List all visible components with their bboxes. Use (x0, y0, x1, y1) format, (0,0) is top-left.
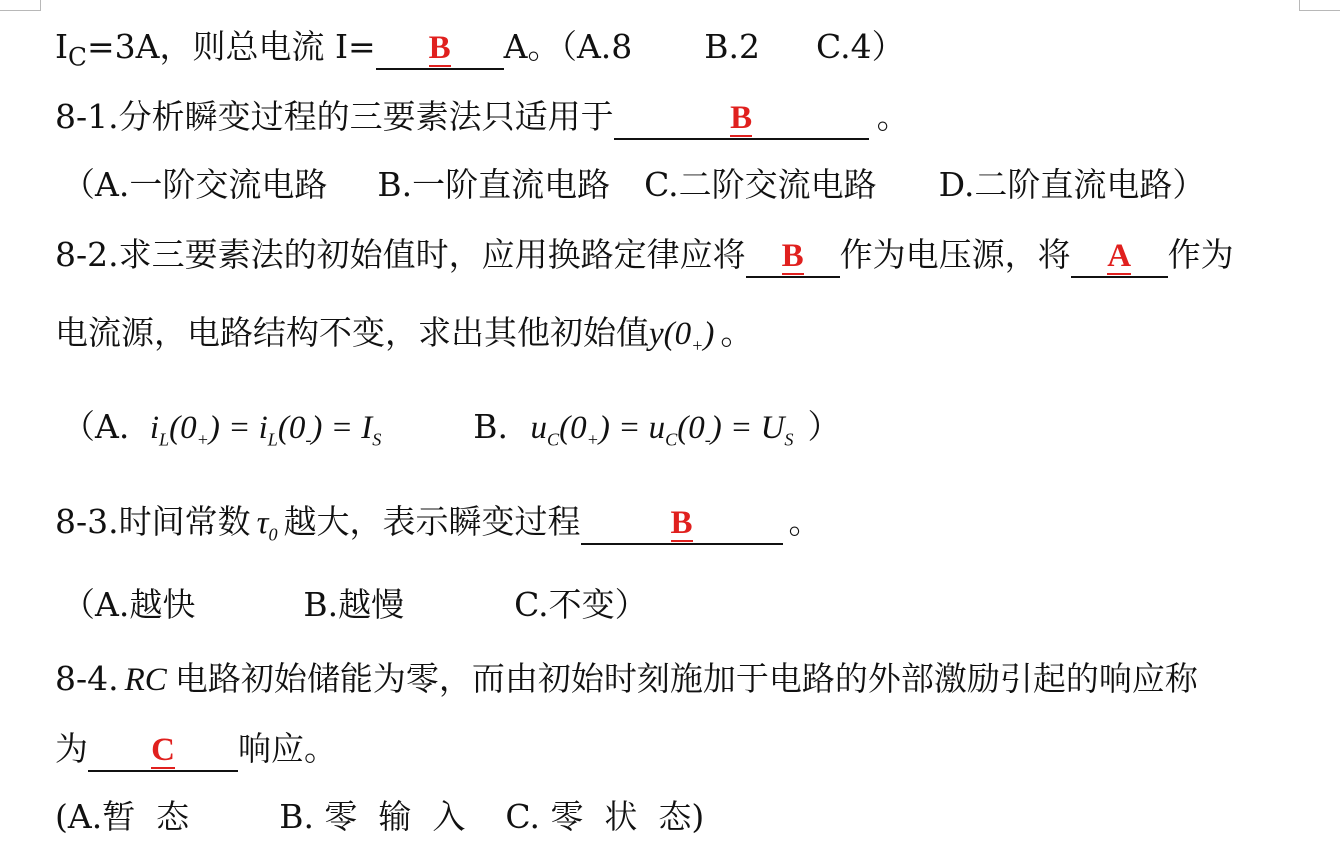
q8-1-option-a: （A.一阶交流电路 (62, 165, 328, 204)
q8-1-stem: 8-1.分析瞬变过程的三要素法只适用于 (55, 97, 614, 136)
q8-3-tau-subscript: 0 (268, 524, 278, 545)
q8-4-option-a: (A.暂 态 (55, 797, 190, 836)
q8-4-line2 (55, 729, 337, 772)
q8-4-option-c: C. 零 状 态) (505, 797, 705, 836)
q8-3-stem2: 越大，表示瞬变过程 (283, 502, 581, 541)
q8-2-answer1: B (781, 238, 804, 274)
q8-3-option-b: B.越慢 (303, 585, 405, 624)
q8-4-rc: RC (124, 662, 167, 698)
q7-suffix: A。（A.8 (503, 27, 633, 66)
q8-2-stem-line (55, 235, 1234, 278)
q7-answer-blank (376, 30, 504, 70)
q7-option-c: C.4） (816, 27, 905, 66)
q8-2-tail: 作为 (1167, 235, 1234, 274)
q8-2-y-expression: y(0 (649, 316, 692, 352)
q8-2-option-b-label: B. (473, 407, 509, 446)
q7-prefix-symbol: I (55, 27, 69, 66)
q8-4-answer: C (151, 732, 175, 768)
q8-3-options-line (62, 585, 648, 624)
q8-4-stem: 电路初始储能为零，而由初始时刻施加于电路的外部激励引起的响应称 (174, 659, 1198, 698)
q8-2-y-subscript: + (691, 335, 704, 356)
q8-4-answer-blank (88, 732, 238, 772)
q8-2-option-b-close: ） (807, 407, 841, 446)
q8-3-stem: 8-3.时间常数 (55, 502, 251, 541)
q8-4-line2-post: 响应。 (238, 729, 337, 768)
q7-prefix-subscript: C (68, 42, 87, 72)
q8-3-option-c: C.不变） (514, 585, 648, 624)
q7-prefix-text: =3A，则总电流 I= (86, 27, 376, 66)
q8-1-option-d: D.二阶直流电路） (938, 165, 1206, 204)
q8-3-stem-line (55, 502, 822, 545)
q8-2-stem: 8-2.求三要素法的初始值时，应用换路定律应将 (55, 235, 746, 274)
page-corner-mark-left (0, 0, 41, 11)
q8-4-option-b: B. 零 输 入 (279, 797, 466, 836)
q8-2-y-close: ) (703, 316, 715, 352)
q8-3-option-a: （A.越快 (62, 585, 196, 624)
q8-2-answer2-blank (1071, 238, 1168, 278)
q8-3-end: 。 (788, 502, 822, 541)
q7-option-b: B.2 (704, 27, 761, 66)
q8-1-answer-blank (614, 100, 869, 140)
q8-2-answer1-blank (746, 238, 840, 278)
q8-2-answer2: A (1107, 238, 1132, 274)
q8-1-end: 。 (876, 97, 910, 136)
q8-1-options-line (62, 165, 1206, 204)
q8-3-tau: τ (256, 505, 269, 541)
q8-2-option-a-label: （A. (62, 407, 130, 446)
q8-2-mid: 作为电压源，将 (839, 235, 1071, 274)
q8-2-line2 (55, 313, 754, 356)
q8-1-answer: B (730, 100, 753, 136)
q8-1-option-c: C.二阶交流电路 (644, 165, 877, 204)
q8-4-stem-line (55, 659, 1198, 698)
q8-3-answer: B (670, 505, 693, 541)
q8-3-answer-blank (581, 505, 783, 545)
q8-1-option-b: B.一阶直流电路 (377, 165, 611, 204)
q8-1-stem-line (55, 97, 910, 140)
q8-2-option-a-formula: $i_L(0_+) = i_L(0_-) = I_S$ (149, 410, 382, 450)
q8-2-options-line (62, 407, 841, 450)
q7-line (55, 27, 905, 72)
q7-answer: B (428, 30, 451, 66)
q8-2-line2-text: 电流源，电路结构不变，求出其他初始值 (55, 313, 649, 352)
q8-4-options-line (55, 797, 705, 836)
q8-2-line2-end: 。 (720, 313, 754, 352)
q8-4-number: 8-4. (55, 659, 119, 698)
q8-4-line2-pre: 为 (55, 729, 88, 768)
q8-2-option-b-formula: $u_C(0_+) = u_C(0_-) = U_S$ (530, 410, 794, 450)
page-corner-mark-right (1299, 0, 1340, 11)
